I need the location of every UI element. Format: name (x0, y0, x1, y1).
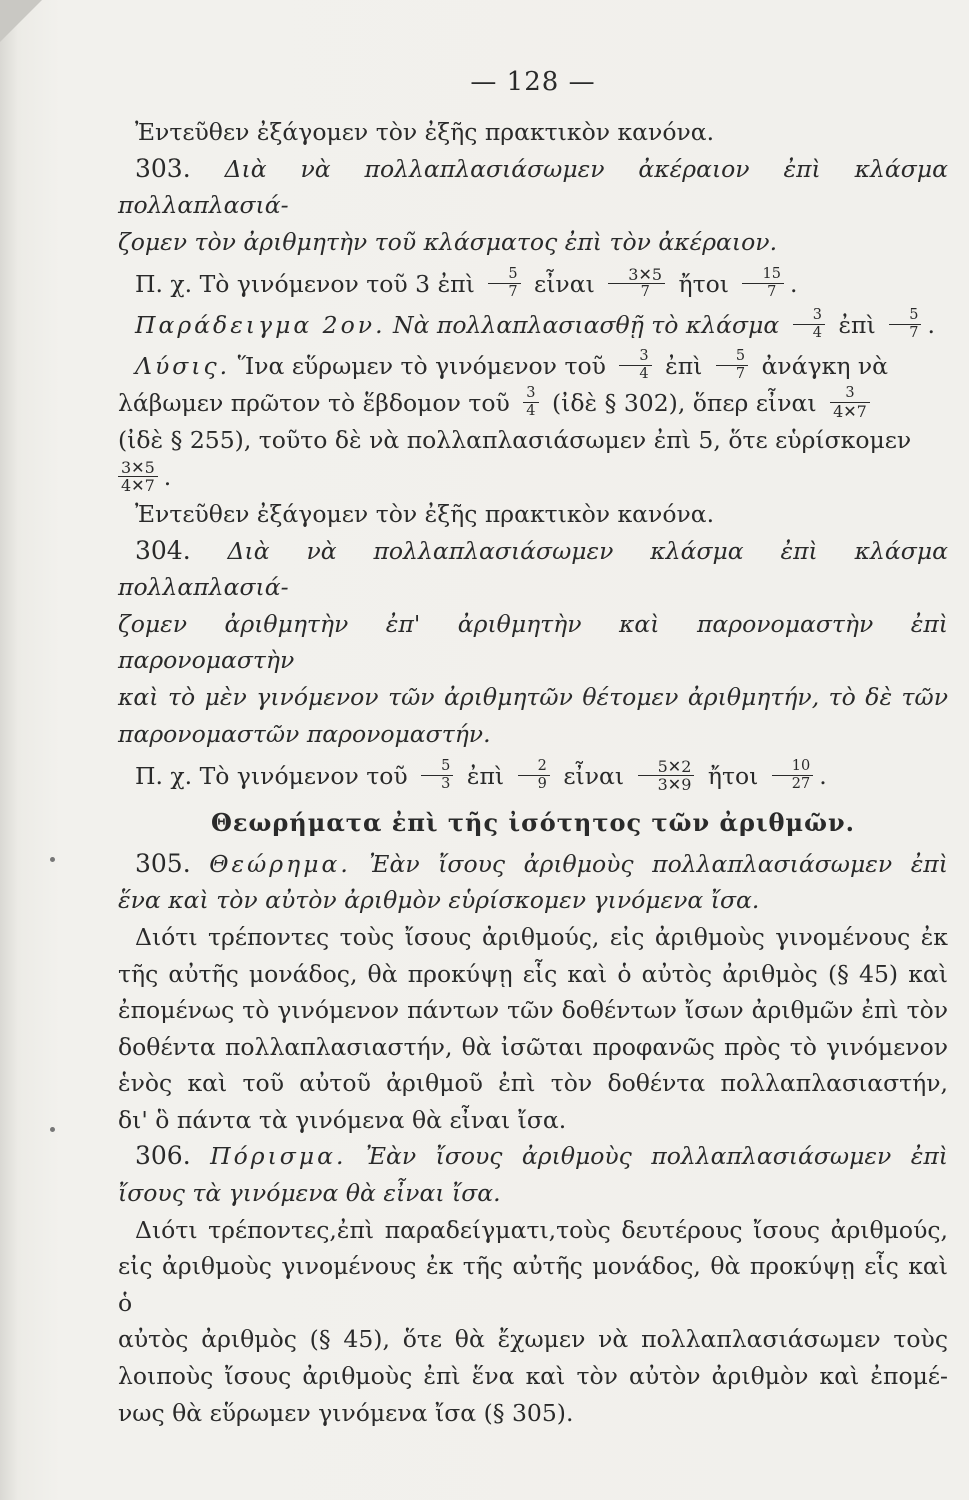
section-306-number: 306. (135, 1141, 191, 1171)
page-content (118, 62, 948, 1431)
fraction-numerator: 15 (742, 266, 783, 284)
proof-306-line-3: αὐτὸς ἀριθμὸς (§ 45), ὅτε θὰ ἔχωμεν νὰ πολλαπλασιάσωμεν τοὺς (118, 1325, 948, 1354)
section-305-number: 305. (135, 848, 191, 878)
fraction-numerator: 3 (793, 307, 825, 325)
page-number: — 128 — (470, 67, 596, 97)
proof-305-line-5: ἑνὸς καὶ τοῦ αὐτοῦ ἀριθμοῦ ἐπὶ τὸν δοθέντα πολλαπλασιαστήν, (118, 1069, 948, 1098)
example-3-text-a: Π. χ. Τὸ γινόμενον τοῦ (135, 762, 408, 791)
fraction-3-4x7 (830, 385, 870, 420)
fraction-3x5-7 (608, 266, 665, 301)
section-303-line-1 (118, 151, 948, 224)
fraction-denominator: 4 (812, 325, 822, 342)
fraction-5-7 (488, 266, 520, 301)
fraction-denominator: 7 (640, 284, 650, 301)
example-3-line: Π. χ. Τὸ γινόμενον τοῦ $\frac{5}{3}$ ἐπὶ $\frac{2}{9}$ εἶναι $\frac{5✕2}{3✕9}$ ἤτοι $\frac{10}{27}$ . (135, 757, 827, 795)
margin-speck (50, 857, 55, 862)
fraction-3-4 (793, 307, 825, 342)
solution-line-2 (118, 385, 948, 422)
fraction-3-4 (619, 348, 651, 383)
proof-306-line-5: νως θὰ εὕρωμεν γινόμενα ἴσα (§ 305). (118, 1398, 574, 1427)
fraction-numerator: 5 (421, 758, 453, 776)
section-305-text-1: Ἐὰν ἴσους ἀριθμοὺς πολλαπλασιάσωμεν ἐπὶ (369, 849, 948, 878)
fraction-denominator: 4✕7 (833, 402, 867, 422)
section-304-line-3: καὶ τὸ μὲν γινόμενον τῶν ἀριθμητῶν θέτομεν ἀριθμητήν, τὸ δὲ τῶν (118, 682, 948, 711)
fraction-15-7 (742, 266, 783, 301)
example-2-line: Παράδειγμα 2ον. Νὰ πολλαπλασιασθῇ τὸ κλάσμα $\frac{3}{4}$ ἐπὶ $\frac{5}{7}$ . (135, 307, 935, 342)
solution-line-1 (118, 348, 948, 385)
fraction-denominator: 4✕7 (121, 475, 155, 495)
proof-305-line-2: τῆς αὐτῆς μονάδος, θὰ προκύψῃ εἷς καὶ ὁ αὐτὸς ἀριθμὸς (§ 45) καὶ (118, 959, 948, 988)
section-305-label: Θεώρημα. (209, 849, 351, 878)
fraction-denominator: 7 (767, 284, 777, 301)
fraction-denominator: 7 (735, 366, 746, 383)
fraction-numerator: 5 (889, 307, 921, 325)
section-306-label: Πόρισμα. (210, 1142, 347, 1171)
section-304-number: 304. (135, 535, 191, 565)
page-corner-fold (0, 0, 42, 42)
fraction-numerator: 5✕2 (638, 758, 695, 776)
solution-line-3: (ἰδὲ § 255), τοῦτο δὲ νὰ πολλαπλασιάσωμεν ἐπὶ 5, ὅτε εὑρίσκομεν (118, 426, 912, 455)
section-306-line-1 (118, 1138, 948, 1175)
fraction-denominator: 4 (639, 366, 649, 383)
fraction-numerator: 3 (619, 348, 651, 366)
fraction-5-7 (716, 348, 748, 383)
section-303-line-2: ζομεν τὸν ἀριθμητὴν τοῦ κλάσματος ἐπὶ τὸν ἀκέραιον. (118, 227, 778, 256)
solution-label: Λύσις. (135, 352, 231, 381)
fraction-denominator: 3✕9 (657, 775, 692, 795)
fraction-5-3 (421, 758, 453, 793)
epi-word: ἐπὶ (466, 762, 505, 791)
solution-text-d: (ἰδὲ § 302), ὅπερ εἶναι (551, 389, 817, 418)
section-304-line-1 (118, 533, 948, 606)
example-2-label: Παράδειγμα 2ον. (135, 311, 386, 340)
chapter-heading: Θεωρήματα ἐπὶ τῆς ἰσότητος τῶν ἀριθμῶν. (211, 808, 855, 838)
fraction-5x2-3x9 (638, 758, 695, 793)
fraction-numerator: 10 (772, 758, 813, 776)
section-305-line-2: ἕνα καὶ τὸν αὐτὸν ἀριθμὸν εὑρίσκομεν γινόμενα ἴσα. (118, 886, 760, 915)
solution-text-b: ἀνάγκη νὰ (761, 352, 889, 381)
proof-305-line-1: Διότι τρέποντες τοὺς ἴσους ἀριθμούς, εἰς ἀριθμοὺς γινομένους ἐκ (135, 922, 948, 951)
epi-word: ἐπὶ (665, 352, 703, 381)
rule-intro: Ἐντεῦθεν ἐξάγομεν τὸν ἐξῆς πρακτικὸν κανόνα. (135, 118, 715, 146)
solution-text-c: λάβωμεν πρῶτον τὸ ἕβδομον τοῦ (118, 389, 510, 418)
section-304-line-2: ζομεν ἀριθμητὴν ἐπ' ἀριθμητὴν καὶ παρονομαστὴν ἐπὶ παρονομαστὴν (118, 609, 948, 675)
section-306-text-1: Ἐὰν ἴσους ἀριθμοὺς πολλαπλασιάσωμεν ἐπὶ (365, 1142, 948, 1171)
fraction-numerator: 3✕5 (608, 266, 665, 284)
proof-305-line-3: ἐπομένως τὸ γινόμενον πάντων τῶν δοθέντων ἴσων ἀριθμῶν ἐπὶ τὸν (118, 996, 948, 1025)
proof-306-line-1: Διότι τρέποντες,ἐπὶ παραδείγματι,τοὺς δευτέρους ἴσους ἀριθμούς, (135, 1215, 948, 1244)
proof-305-line-6: δι' ὃ πάντα τὰ γινόμενα θὰ εἶναι ἴσα. (118, 1105, 567, 1134)
fraction-denominator: 7 (508, 284, 518, 301)
section-304-line-4: παρονομαστῶν παρονομαστήν. (118, 719, 491, 748)
example-1-text-a: Π. χ. Τὸ γινόμενον τοῦ 3 ἐπὶ (135, 270, 475, 299)
solution-text-a: Ἵνα εὕρωμεν τὸ γινόμενον τοῦ (237, 352, 606, 381)
epi-word: ἐπὶ (838, 311, 876, 340)
fraction-numerator: 2 (518, 758, 550, 776)
example-1-line: Π. χ. Τὸ γινόμενον τοῦ 3 ἐπὶ $\frac{5}{7}$ εἶναι $\frac{3✕5}{7}$ ἤτοι $\frac{15}{7}$ . (135, 265, 798, 301)
fraction-denominator: 3 (441, 776, 451, 793)
example-1-text-b: εἶναι (534, 270, 595, 299)
fraction-denominator: 4 (526, 403, 536, 420)
solution-result: $\frac{3✕5}{4✕7}$ . (118, 459, 948, 496)
proof-306-line-4: λοιποὺς ἴσους ἀριθμοὺς ἐπὶ ἕνα καὶ τὸν αὐτὸν ἀριθμὸν καὶ ἐπομέ- (118, 1362, 948, 1391)
fraction-10-27 (772, 758, 813, 793)
section-306-line-2: ἴσους τὰ γινόμενα θὰ εἶναι ἴσα. (118, 1179, 501, 1208)
fraction-numerator: 3 (830, 385, 870, 403)
section-303-text-1: Διὰ νὰ πολλαπλασιάσωμεν ἀκέραιον ἐπὶ κλάσμα πολλαπλασιά- (118, 154, 948, 220)
fraction-2-9 (518, 758, 550, 793)
fraction-5-7 (889, 307, 921, 342)
fraction-3x5-4x7 (118, 459, 158, 494)
fraction-numerator: 5 (716, 348, 748, 366)
rule-intro-2: Ἐντεῦθεν ἐξάγομεν τὸν ἐξῆς πρακτικὸν κανόνα. (135, 499, 715, 528)
proof-305-line-4: δοθέντα πολλαπλασιαστήν, θὰ ἰσῶται προφανῶς πρὸς τὸ γινόμενον (118, 1032, 948, 1061)
fraction-numerator: 3✕5 (118, 459, 158, 477)
example-1-text-b: εἶναι (563, 762, 625, 791)
proof-306-line-2: εἰς ἀριθμοὺς γινομένους ἐκ τῆς αὐτῆς μονάδος, θὰ προκύψῃ εἷς καὶ ὁ (118, 1252, 948, 1317)
fraction-denominator: 9 (537, 776, 547, 793)
example-1-text-c: ἤτοι (707, 762, 759, 791)
fraction-3-4 (523, 385, 538, 420)
section-305-line-1 (118, 846, 948, 883)
fraction-numerator: 5 (488, 266, 520, 284)
margin-speck (50, 1127, 55, 1132)
fraction-denominator: 7 (909, 325, 919, 342)
example-2-text: Νὰ πολλαπλασιασθῇ τὸ κλάσμα (393, 311, 780, 340)
section-304-text-1: Διὰ νὰ πολλαπλασιάσωμεν κλάσμα ἐπὶ κλάσμα πολλαπλασιά- (118, 536, 948, 602)
fraction-denominator: 27 (791, 776, 811, 793)
section-303-number: 303. (135, 153, 191, 183)
fraction-numerator: 3 (523, 385, 538, 403)
example-1-text-c: ἤτοι (678, 270, 729, 299)
